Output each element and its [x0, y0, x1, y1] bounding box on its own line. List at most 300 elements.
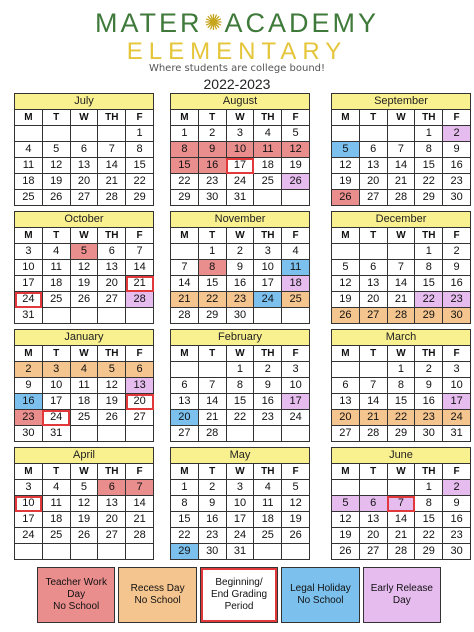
day-cell: 30: [198, 190, 226, 206]
week-row: [171, 496, 310, 512]
day-cell: 9: [15, 378, 43, 394]
month-title: April: [14, 447, 154, 463]
day-cell: 3: [282, 362, 310, 378]
day-cell: 12: [42, 158, 70, 174]
month-grid: [331, 109, 471, 206]
day-cell: 23: [198, 174, 226, 190]
week-row: [15, 426, 154, 442]
month-grid: [14, 109, 154, 206]
empty-day-cell: [15, 126, 43, 142]
day-cell: 22: [126, 174, 154, 190]
weekday-header-row: [15, 346, 154, 362]
empty-day-cell: [282, 190, 310, 206]
month-grid: [14, 463, 154, 560]
weekday-label: W: [70, 464, 98, 480]
weekday-label: W: [70, 110, 98, 126]
week-row: [332, 544, 471, 560]
day-cell: 28: [126, 292, 154, 308]
day-cell: 7: [387, 142, 415, 158]
day-cell: 6: [332, 378, 360, 394]
empty-day-cell: [359, 362, 387, 378]
day-cell: 2: [198, 480, 226, 496]
weekday-label: T: [359, 346, 387, 362]
month-title: October: [14, 211, 154, 227]
weekday-label: T: [198, 228, 226, 244]
week-row: [171, 512, 310, 528]
day-cell: 17: [226, 512, 254, 528]
day-cell: 21: [387, 528, 415, 544]
day-cell: 9: [443, 496, 471, 512]
day-cell: 6: [70, 142, 98, 158]
day-cell: 5: [70, 244, 98, 260]
week-row: [171, 190, 310, 206]
month-july: [14, 93, 154, 206]
empty-day-cell: [70, 426, 98, 442]
tagline: Where students are college bound!: [148, 63, 326, 74]
month-october: [14, 211, 154, 324]
week-row: [332, 394, 471, 410]
day-cell: 6: [359, 260, 387, 276]
month-title: August: [170, 93, 310, 109]
weekday-label: T: [359, 464, 387, 480]
day-cell: 1: [126, 126, 154, 142]
day-cell: 7: [387, 260, 415, 276]
day-cell: 7: [126, 480, 154, 496]
week-row: [171, 480, 310, 496]
day-cell: 13: [98, 260, 126, 276]
week-row: [332, 426, 471, 442]
week-row: [15, 410, 154, 426]
month-grid: [331, 227, 471, 324]
weekday-label: F: [126, 110, 154, 126]
day-cell: 8: [171, 496, 199, 512]
empty-day-cell: [282, 308, 310, 324]
day-cell: 19: [332, 528, 360, 544]
weekday-label: W: [226, 464, 254, 480]
day-cell: 30: [15, 426, 43, 442]
day-cell: 28: [387, 190, 415, 206]
day-cell: 26: [70, 292, 98, 308]
day-cell: 21: [171, 292, 199, 308]
weekday-label: M: [171, 228, 199, 244]
day-cell: 20: [171, 410, 199, 426]
day-cell: 2: [415, 362, 443, 378]
day-cell: 23: [415, 410, 443, 426]
day-cell: 3: [226, 480, 254, 496]
day-cell: 27: [332, 426, 360, 442]
day-cell: 31: [42, 426, 70, 442]
week-row: [15, 480, 154, 496]
week-row: [15, 292, 154, 308]
weekday-header-row: [332, 346, 471, 362]
empty-day-cell: [387, 480, 415, 496]
day-cell: 18: [42, 276, 70, 292]
week-row: [171, 426, 310, 442]
week-row: [332, 496, 471, 512]
day-cell: 9: [198, 142, 226, 158]
day-cell: 10: [42, 378, 70, 394]
day-cell: 11: [42, 260, 70, 276]
day-cell: 20: [126, 394, 154, 410]
week-row: [15, 496, 154, 512]
day-cell: 22: [415, 292, 443, 308]
weekday-header-row: [171, 228, 310, 244]
day-cell: 30: [443, 308, 471, 324]
day-cell: 25: [282, 292, 310, 308]
weekday-label: W: [226, 228, 254, 244]
weekday-label: TH: [254, 228, 282, 244]
day-cell: 15: [387, 394, 415, 410]
weekday-label: M: [171, 110, 199, 126]
month-title: November: [170, 211, 310, 227]
week-row: [332, 512, 471, 528]
day-cell: 15: [126, 158, 154, 174]
day-cell: 11: [15, 158, 43, 174]
day-cell: 12: [332, 276, 360, 292]
day-cell: 31: [226, 544, 254, 560]
day-cell: 5: [98, 362, 126, 378]
day-cell: 20: [359, 174, 387, 190]
weekday-label: T: [42, 110, 70, 126]
school-subtitle: ELEMENTARY: [126, 38, 348, 65]
week-row: [15, 260, 154, 276]
weekday-header-row: [171, 110, 310, 126]
day-cell: 25: [254, 174, 282, 190]
day-cell: 19: [332, 292, 360, 308]
day-cell: 17: [282, 394, 310, 410]
day-cell: 1: [198, 244, 226, 260]
day-cell: 25: [15, 190, 43, 206]
weekday-label: W: [387, 464, 415, 480]
empty-day-cell: [98, 426, 126, 442]
week-row: [15, 378, 154, 394]
week-row: [332, 260, 471, 276]
week-row: [15, 362, 154, 378]
day-cell: 2: [198, 126, 226, 142]
month-april: [14, 447, 154, 560]
day-cell: 17: [254, 276, 282, 292]
weekday-label: T: [359, 110, 387, 126]
weekday-label: TH: [254, 464, 282, 480]
day-cell: 22: [415, 528, 443, 544]
week-row: [332, 244, 471, 260]
weekday-label: TH: [415, 464, 443, 480]
week-row: [171, 142, 310, 158]
weekday-label: F: [443, 110, 471, 126]
day-cell: 15: [171, 512, 199, 528]
day-cell: 11: [254, 496, 282, 512]
weekday-label: F: [282, 346, 310, 362]
weekday-label: M: [15, 464, 43, 480]
weekday-label: W: [387, 110, 415, 126]
empty-day-cell: [254, 426, 282, 442]
day-cell: 27: [359, 544, 387, 560]
day-cell: 4: [70, 362, 98, 378]
weekday-label: F: [282, 464, 310, 480]
weekday-header-row: [171, 464, 310, 480]
day-cell: 21: [98, 174, 126, 190]
day-cell: 14: [171, 276, 199, 292]
day-cell: 6: [359, 496, 387, 512]
month-january: [14, 329, 154, 442]
day-cell: 10: [226, 142, 254, 158]
day-cell: 5: [332, 496, 360, 512]
weekday-label: T: [42, 464, 70, 480]
day-cell: 19: [332, 174, 360, 190]
day-cell: 16: [198, 512, 226, 528]
day-cell: 27: [98, 292, 126, 308]
school-name-part1: MATER: [94, 8, 203, 38]
day-cell: 27: [171, 426, 199, 442]
day-cell: 14: [198, 394, 226, 410]
empty-day-cell: [70, 544, 98, 560]
day-cell: 28: [98, 190, 126, 206]
day-cell: 18: [254, 158, 282, 174]
day-cell: 8: [126, 142, 154, 158]
week-row: [15, 512, 154, 528]
week-row: [332, 480, 471, 496]
day-cell: 23: [443, 174, 471, 190]
day-cell: 30: [443, 190, 471, 206]
month-grid: [331, 345, 471, 442]
day-cell: 3: [254, 244, 282, 260]
week-row: [171, 308, 310, 324]
month-title: May: [170, 447, 310, 463]
day-cell: 15: [415, 158, 443, 174]
day-cell: 12: [70, 260, 98, 276]
day-cell: 4: [15, 142, 43, 158]
weekday-label: W: [226, 346, 254, 362]
empty-day-cell: [98, 308, 126, 324]
weekday-label: F: [282, 228, 310, 244]
day-cell: 3: [226, 126, 254, 142]
day-cell: 8: [226, 378, 254, 394]
week-row: [171, 394, 310, 410]
day-cell: 22: [415, 174, 443, 190]
day-cell: 20: [359, 292, 387, 308]
day-cell: 26: [98, 410, 126, 426]
day-cell: 26: [332, 308, 360, 324]
week-row: [332, 378, 471, 394]
day-cell: 12: [282, 142, 310, 158]
week-row: [332, 528, 471, 544]
day-cell: 16: [443, 276, 471, 292]
day-cell: 25: [42, 528, 70, 544]
weekday-label: T: [42, 228, 70, 244]
day-cell: 6: [98, 244, 126, 260]
empty-day-cell: [198, 362, 226, 378]
week-row: [15, 276, 154, 292]
weekday-label: M: [15, 228, 43, 244]
day-cell: 1: [226, 362, 254, 378]
weekday-label: M: [332, 464, 360, 480]
weekday-label: TH: [254, 110, 282, 126]
empty-day-cell: [15, 544, 43, 560]
day-cell: 23: [443, 292, 471, 308]
day-cell: 7: [98, 142, 126, 158]
day-cell: 13: [98, 496, 126, 512]
day-cell: 19: [70, 512, 98, 528]
day-cell: 29: [387, 426, 415, 442]
day-cell: 28: [359, 426, 387, 442]
weekday-label: TH: [415, 110, 443, 126]
day-cell: 30: [198, 544, 226, 560]
weekday-label: TH: [98, 346, 126, 362]
day-cell: 9: [443, 260, 471, 276]
weekday-label: F: [126, 464, 154, 480]
day-cell: 2: [15, 362, 43, 378]
weekday-label: T: [198, 346, 226, 362]
day-cell: 10: [282, 378, 310, 394]
day-cell: 19: [42, 174, 70, 190]
empty-day-cell: [359, 126, 387, 142]
empty-day-cell: [254, 190, 282, 206]
month-title: January: [14, 329, 154, 345]
day-cell: 4: [282, 244, 310, 260]
day-cell: 9: [226, 260, 254, 276]
day-cell: 24: [282, 410, 310, 426]
day-cell: 27: [98, 528, 126, 544]
day-cell: 30: [226, 308, 254, 324]
weekday-label: F: [443, 464, 471, 480]
day-cell: 5: [282, 126, 310, 142]
day-cell: 5: [332, 142, 360, 158]
weekday-label: T: [198, 110, 226, 126]
week-row: [332, 276, 471, 292]
day-cell: 28: [198, 426, 226, 442]
day-cell: 13: [332, 394, 360, 410]
month-grid: [170, 109, 310, 206]
empty-day-cell: [332, 126, 360, 142]
weekday-header-row: [171, 346, 310, 362]
day-cell: 19: [282, 512, 310, 528]
day-cell: 3: [15, 244, 43, 260]
day-cell: 15: [226, 394, 254, 410]
empty-day-cell: [254, 544, 282, 560]
day-cell: 11: [254, 142, 282, 158]
weekday-label: M: [332, 228, 360, 244]
empty-day-cell: [70, 308, 98, 324]
month-grid: [14, 345, 154, 442]
day-cell: 24: [42, 410, 70, 426]
day-cell: 22: [198, 292, 226, 308]
day-cell: 8: [415, 142, 443, 158]
month-title: February: [170, 329, 310, 345]
empty-day-cell: [126, 426, 154, 442]
month-may: [170, 447, 310, 560]
weekday-label: F: [126, 228, 154, 244]
week-row: [171, 544, 310, 560]
day-cell: 16: [443, 512, 471, 528]
weekday-header-row: [15, 228, 154, 244]
weekday-header-row: [332, 464, 471, 480]
day-cell: 29: [415, 190, 443, 206]
week-row: [15, 158, 154, 174]
week-row: [171, 158, 310, 174]
day-cell: 5: [332, 260, 360, 276]
empty-day-cell: [171, 362, 199, 378]
week-row: [171, 528, 310, 544]
day-cell: 22: [171, 528, 199, 544]
day-cell: 27: [126, 410, 154, 426]
day-cell: 28: [387, 544, 415, 560]
empty-day-cell: [359, 480, 387, 496]
day-cell: 15: [415, 512, 443, 528]
empty-day-cell: [226, 426, 254, 442]
week-row: [171, 378, 310, 394]
month-june: [331, 447, 471, 560]
day-cell: 14: [98, 158, 126, 174]
day-cell: 22: [387, 410, 415, 426]
day-cell: 25: [70, 410, 98, 426]
day-cell: 16: [198, 158, 226, 174]
empty-day-cell: [332, 480, 360, 496]
day-cell: 21: [387, 174, 415, 190]
day-cell: 12: [70, 496, 98, 512]
day-cell: 23: [443, 528, 471, 544]
day-cell: 7: [198, 378, 226, 394]
day-cell: 31: [15, 308, 43, 324]
day-cell: 4: [254, 126, 282, 142]
week-row: [15, 308, 154, 324]
weekday-label: W: [70, 228, 98, 244]
day-cell: 1: [171, 126, 199, 142]
legend-early: Early Release Day: [363, 567, 441, 623]
empty-day-cell: [254, 308, 282, 324]
week-row: [171, 410, 310, 426]
day-cell: 15: [415, 276, 443, 292]
empty-day-cell: [282, 544, 310, 560]
day-cell: 15: [198, 276, 226, 292]
empty-day-cell: [171, 244, 199, 260]
month-february: [170, 329, 310, 442]
week-row: [15, 528, 154, 544]
day-cell: 22: [171, 174, 199, 190]
day-cell: 16: [443, 158, 471, 174]
day-cell: 18: [254, 512, 282, 528]
empty-day-cell: [42, 308, 70, 324]
day-cell: 9: [254, 378, 282, 394]
week-row: [171, 260, 310, 276]
day-cell: 12: [332, 512, 360, 528]
day-cell: 2: [254, 362, 282, 378]
day-cell: 5: [42, 142, 70, 158]
legend-workday: Teacher Work Day No School: [37, 567, 115, 623]
day-cell: 7: [359, 378, 387, 394]
legend-grading: Beginning/ End Grading Period: [200, 567, 278, 623]
weekday-header-row: [332, 110, 471, 126]
day-cell: 1: [171, 480, 199, 496]
day-cell: 25: [254, 528, 282, 544]
empty-day-cell: [282, 426, 310, 442]
month-grid: [170, 227, 310, 324]
month-grid: [170, 463, 310, 560]
sun-logo-icon: ✺: [204, 10, 223, 35]
day-cell: 10: [15, 260, 43, 276]
day-cell: 11: [282, 260, 310, 276]
day-cell: 27: [359, 308, 387, 324]
day-cell: 10: [254, 260, 282, 276]
month-march: [331, 329, 471, 442]
day-cell: 8: [387, 378, 415, 394]
day-cell: 6: [126, 362, 154, 378]
empty-day-cell: [126, 308, 154, 324]
day-cell: 3: [42, 362, 70, 378]
day-cell: 10: [226, 496, 254, 512]
calendar-header: [0, 0, 474, 95]
day-cell: 26: [332, 544, 360, 560]
day-cell: 14: [387, 158, 415, 174]
